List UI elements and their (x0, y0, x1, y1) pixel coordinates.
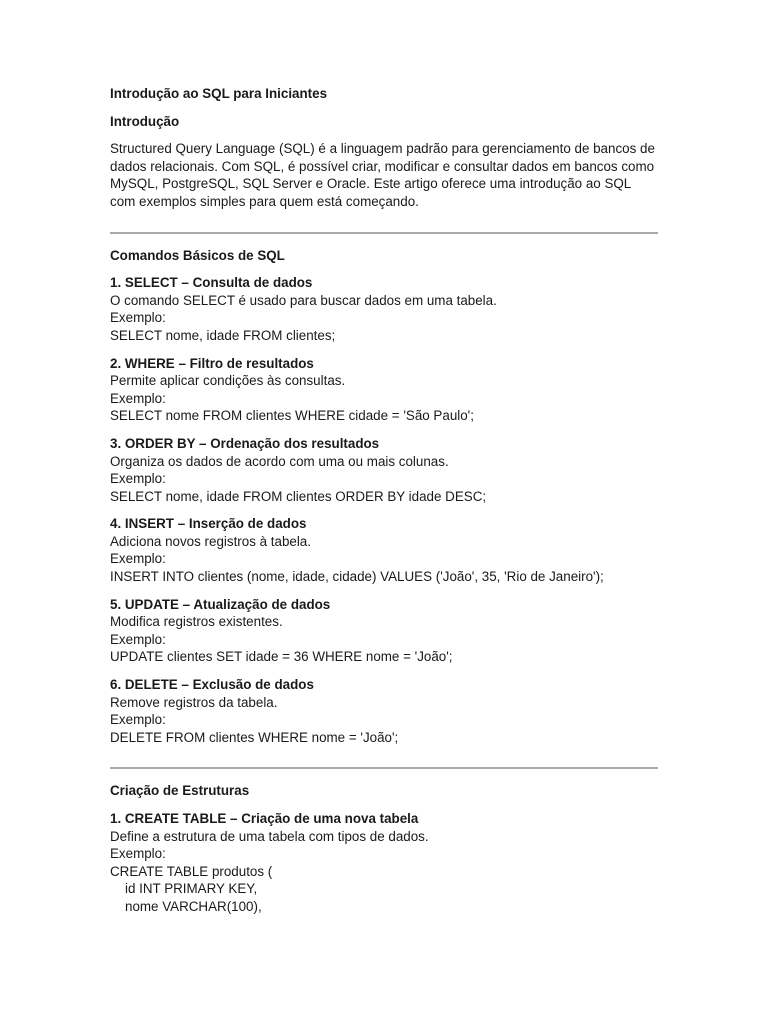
command-block-insert (110, 515, 658, 585)
document-title: Introdução ao SQL para Iniciantes (110, 86, 328, 101)
intro-heading: Introdução (110, 113, 180, 129)
command-title: 2. WHERE – Filtro de resultados (110, 355, 314, 371)
intro-paragraph: Structured Query Language (SQL) é a linguagem padrão para gerenciamento de bancos de dados relacionais. Com SQL, é possível criar, modificar e consultar dados em bancos como MySQL, PostgreSQL, SQL Server e Oracle. Este artigo oferece uma introdução ao SQL com exemplos simples para quem está começando. (110, 141, 655, 209)
example-label: Exemplo: (110, 712, 166, 728)
command-block-delete (110, 676, 658, 746)
code-example: INSERT INTO clientes (nome, idade, cidade) VALUES ('João', 35, 'Rio de Janeiro'); (110, 569, 604, 585)
example-label: Exemplo: (110, 551, 166, 567)
command-block-order-by (110, 435, 658, 505)
command-description: Permite aplicar condições às consultas. (110, 373, 346, 389)
code-line: id INT PRIMARY KEY, (125, 881, 258, 897)
command-description: Adiciona novos registros à tabela. (110, 533, 311, 549)
example-label: Exemplo: (110, 631, 166, 647)
code-line: CREATE TABLE produtos ( (110, 863, 273, 879)
command-block-where (110, 355, 658, 425)
structures-heading: Criação de Estruturas (110, 783, 250, 799)
section-divider (110, 767, 658, 769)
command-description: Remove registros da tabela. (110, 694, 278, 710)
command-title: 6. DELETE – Exclusão de dados (110, 677, 314, 693)
example-label: Exemplo: (110, 390, 166, 406)
command-description: Organiza os dados de acordo com uma ou mais colunas. (110, 453, 449, 469)
code-example: UPDATE clientes SET idade = 36 WHERE nome = 'João'; (110, 649, 453, 665)
command-title: 4. INSERT – Inserção de dados (110, 516, 307, 532)
section-divider (110, 232, 658, 234)
code-line: nome VARCHAR(100), (125, 898, 262, 914)
command-title: 5. UPDATE – Atualização de dados (110, 596, 331, 612)
command-block-select (110, 274, 658, 344)
command-title: 1. SELECT – Consulta de dados (110, 275, 313, 291)
code-example: DELETE FROM clientes WHERE nome = 'João'; (110, 729, 399, 745)
command-block-create-table (110, 810, 658, 916)
code-example: SELECT nome, idade FROM clientes ORDER BY idade DESC; (110, 488, 487, 504)
command-title: 1. CREATE TABLE – Criação de uma nova tabela (110, 811, 419, 826)
command-description: Modifica registros existentes. (110, 614, 283, 630)
example-label: Exemplo: (110, 310, 166, 326)
code-example: SELECT nome, idade FROM clientes; (110, 327, 336, 343)
document-page (110, 85, 658, 926)
code-example: SELECT nome FROM clientes WHERE cidade = 'São Paulo'; (110, 408, 474, 424)
basic-commands-heading: Comandos Básicos de SQL (110, 247, 285, 263)
example-label: Exemplo: (110, 846, 166, 862)
command-block-update (110, 596, 658, 666)
command-description: Define a estrutura de uma tabela com tipos de dados. (110, 828, 429, 844)
command-title: 3. ORDER BY – Ordenação dos resultados (110, 435, 380, 451)
command-description: O comando SELECT é usado para buscar dados em uma tabela. (110, 292, 497, 308)
example-label: Exemplo: (110, 471, 166, 487)
